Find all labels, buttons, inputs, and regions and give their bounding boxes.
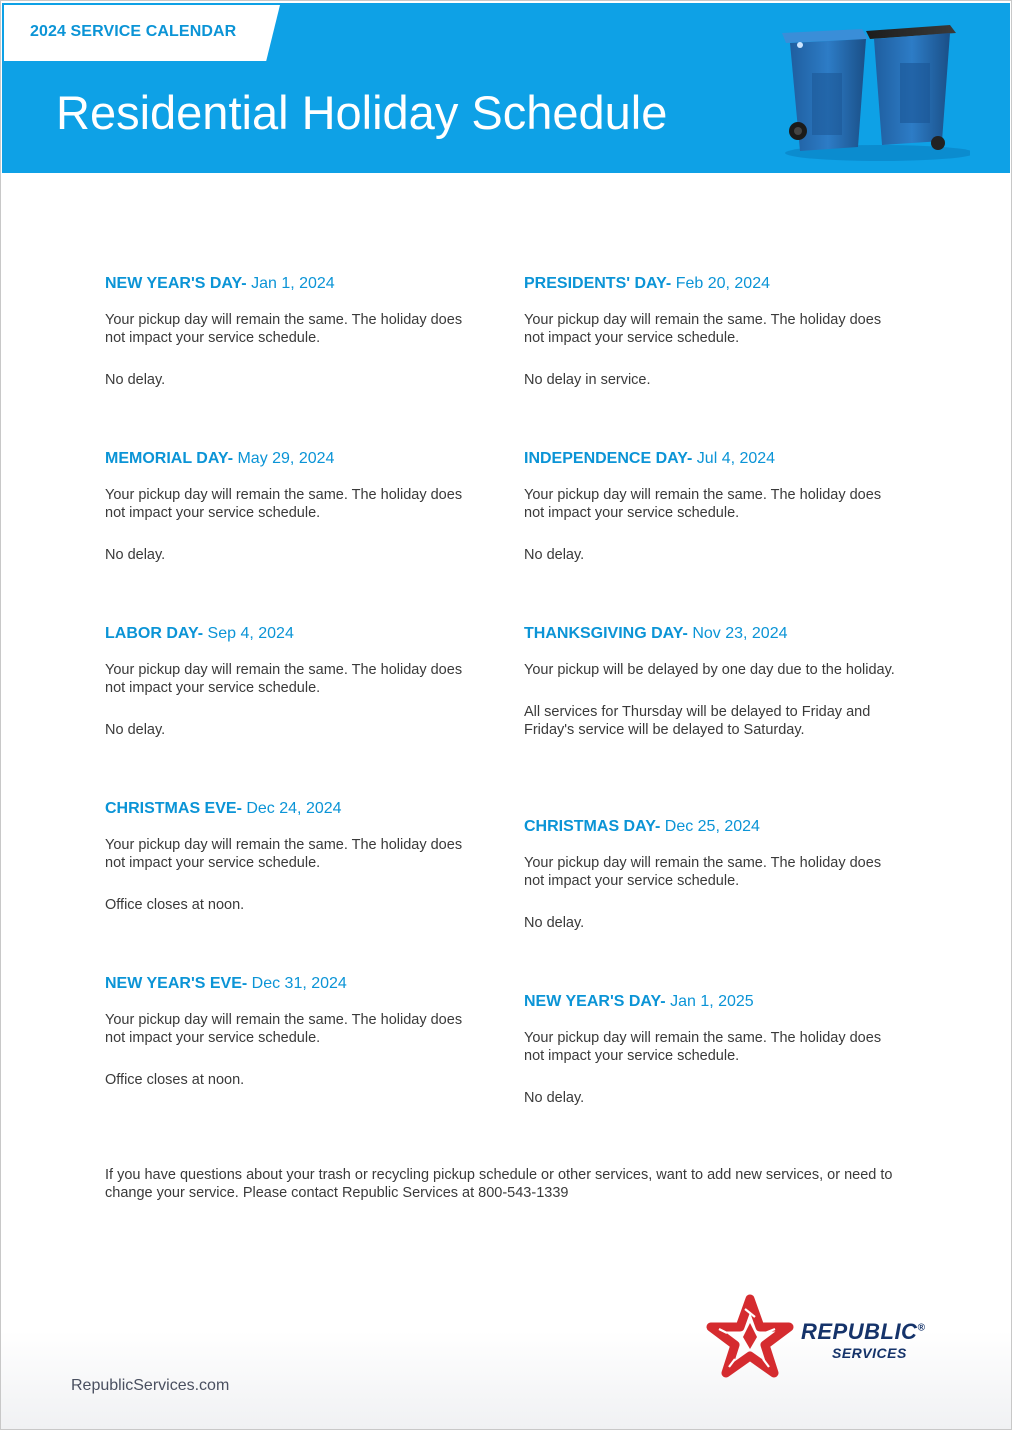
- holiday-title: [524, 818, 904, 836]
- holiday-description: Your pickup day will remain the same. The holiday does not impact your service schedule.: [524, 487, 882, 521]
- holiday-date: Nov 23, 2024: [687, 625, 788, 642]
- holiday-date: Jul 4, 2024: [692, 450, 776, 467]
- holiday-date: Jan 1, 2025: [665, 993, 754, 1010]
- holiday-date: Dec 25, 2024: [660, 818, 760, 835]
- holiday-description: Your pickup day will remain the same. The holiday does not impact your service schedule.: [105, 662, 463, 696]
- holiday-title: [105, 275, 485, 293]
- holiday-description: Your pickup day will remain the same. The holiday does not impact your service schedule.: [524, 1030, 882, 1064]
- holiday-description: Your pickup day will remain the same. The holiday does not impact your service schedule.: [524, 855, 882, 889]
- holiday-item: [105, 625, 485, 739]
- holiday-item: [524, 818, 904, 932]
- holiday-name: NEW YEAR'S DAY-: [524, 993, 666, 1010]
- holiday-date: Sep 4, 2024: [203, 625, 294, 642]
- holiday-item: [524, 275, 904, 389]
- holiday-item: [105, 275, 485, 389]
- holiday-name: PRESIDENTS' DAY-: [524, 275, 672, 292]
- holiday-name: LABOR DAY-: [105, 625, 204, 642]
- page-title: Residential Holiday Schedule: [56, 86, 668, 139]
- holiday-description: Your pickup day will remain the same. The holiday does not impact your service schedule.: [524, 312, 882, 346]
- holiday-date: Feb 20, 2024: [671, 275, 770, 292]
- holiday-name: CHRISTMAS DAY-: [524, 818, 661, 835]
- holiday-title: [105, 800, 485, 818]
- holiday-name: INDEPENDENCE DAY-: [524, 450, 693, 467]
- holiday-note: Office closes at noon.: [105, 1072, 245, 1088]
- republic-star-logo-icon: [705, 1293, 795, 1383]
- holiday-item: [105, 975, 485, 1089]
- holiday-title: [524, 625, 904, 643]
- holiday-title: [524, 450, 904, 468]
- holiday-note: Office closes at noon.: [105, 897, 245, 913]
- holiday-note: All services for Thursday will be delayed to Friday and Friday's service will be delayed to Saturday.: [524, 704, 871, 738]
- holiday-item: [524, 450, 904, 564]
- logo-subtitle: SERVICES: [832, 1345, 907, 1361]
- holiday-name: NEW YEAR'S EVE-: [105, 975, 248, 992]
- header-banner: [2, 3, 1010, 173]
- holiday-description: Your pickup day will remain the same. The holiday does not impact your service schedule.: [105, 837, 463, 871]
- holiday-note: No delay.: [524, 547, 585, 563]
- logo-wordmark: [801, 1319, 925, 1345]
- logo-name: REPUBLIC: [801, 1319, 918, 1344]
- holiday-item: [105, 800, 485, 914]
- holiday-description: Your pickup day will remain the same. The holiday does not impact your service schedule.: [105, 312, 463, 346]
- republic-services-logo[interactable]: [705, 1293, 955, 1383]
- holiday-date: Dec 24, 2024: [241, 800, 342, 817]
- holiday-note: No delay.: [524, 1090, 585, 1106]
- holiday-name: CHRISTMAS EVE-: [105, 800, 242, 817]
- trash-carts-illustration: [770, 13, 970, 163]
- registered-mark: ®: [917, 1322, 926, 1334]
- holiday-note: No delay.: [105, 372, 166, 388]
- holiday-title: [524, 993, 904, 1011]
- holiday-name: THANKSGIVING DAY-: [524, 625, 688, 642]
- holiday-date: Jan 1, 2024: [246, 275, 335, 292]
- holiday-note: No delay in service.: [524, 372, 651, 388]
- contact-text: If you have questions about your trash or recycling pickup schedule or other services, want to add new services, or need to change your service. Please contact Republic Services at 800-543-1339: [105, 1167, 893, 1201]
- holiday-date: Dec 31, 2024: [247, 975, 347, 992]
- holiday-name: MEMORIAL DAY-: [105, 450, 234, 467]
- holiday-title: [105, 625, 485, 643]
- holiday-title: [524, 275, 904, 293]
- holiday-title: [105, 450, 485, 468]
- holiday-title: [105, 975, 485, 993]
- holiday-date: May 29, 2024: [233, 450, 335, 467]
- holiday-item: [524, 625, 904, 739]
- holiday-item: [524, 993, 904, 1107]
- website-link[interactable]: RepublicServices.com: [71, 1377, 230, 1394]
- holiday-note: No delay.: [105, 722, 166, 738]
- holiday-description: Your pickup day will remain the same. The holiday does not impact your service schedule.: [105, 1012, 463, 1046]
- holiday-item: [105, 450, 485, 564]
- holiday-note: No delay.: [105, 547, 166, 563]
- holiday-name: NEW YEAR'S DAY-: [105, 275, 247, 292]
- calendar-tab-label: 2024 SERVICE CALENDAR: [30, 23, 237, 40]
- holiday-description: Your pickup will be delayed by one day due to the holiday.: [524, 662, 895, 678]
- holiday-description: Your pickup day will remain the same. The holiday does not impact your service schedule.: [105, 487, 463, 521]
- holiday-note: No delay.: [524, 915, 585, 931]
